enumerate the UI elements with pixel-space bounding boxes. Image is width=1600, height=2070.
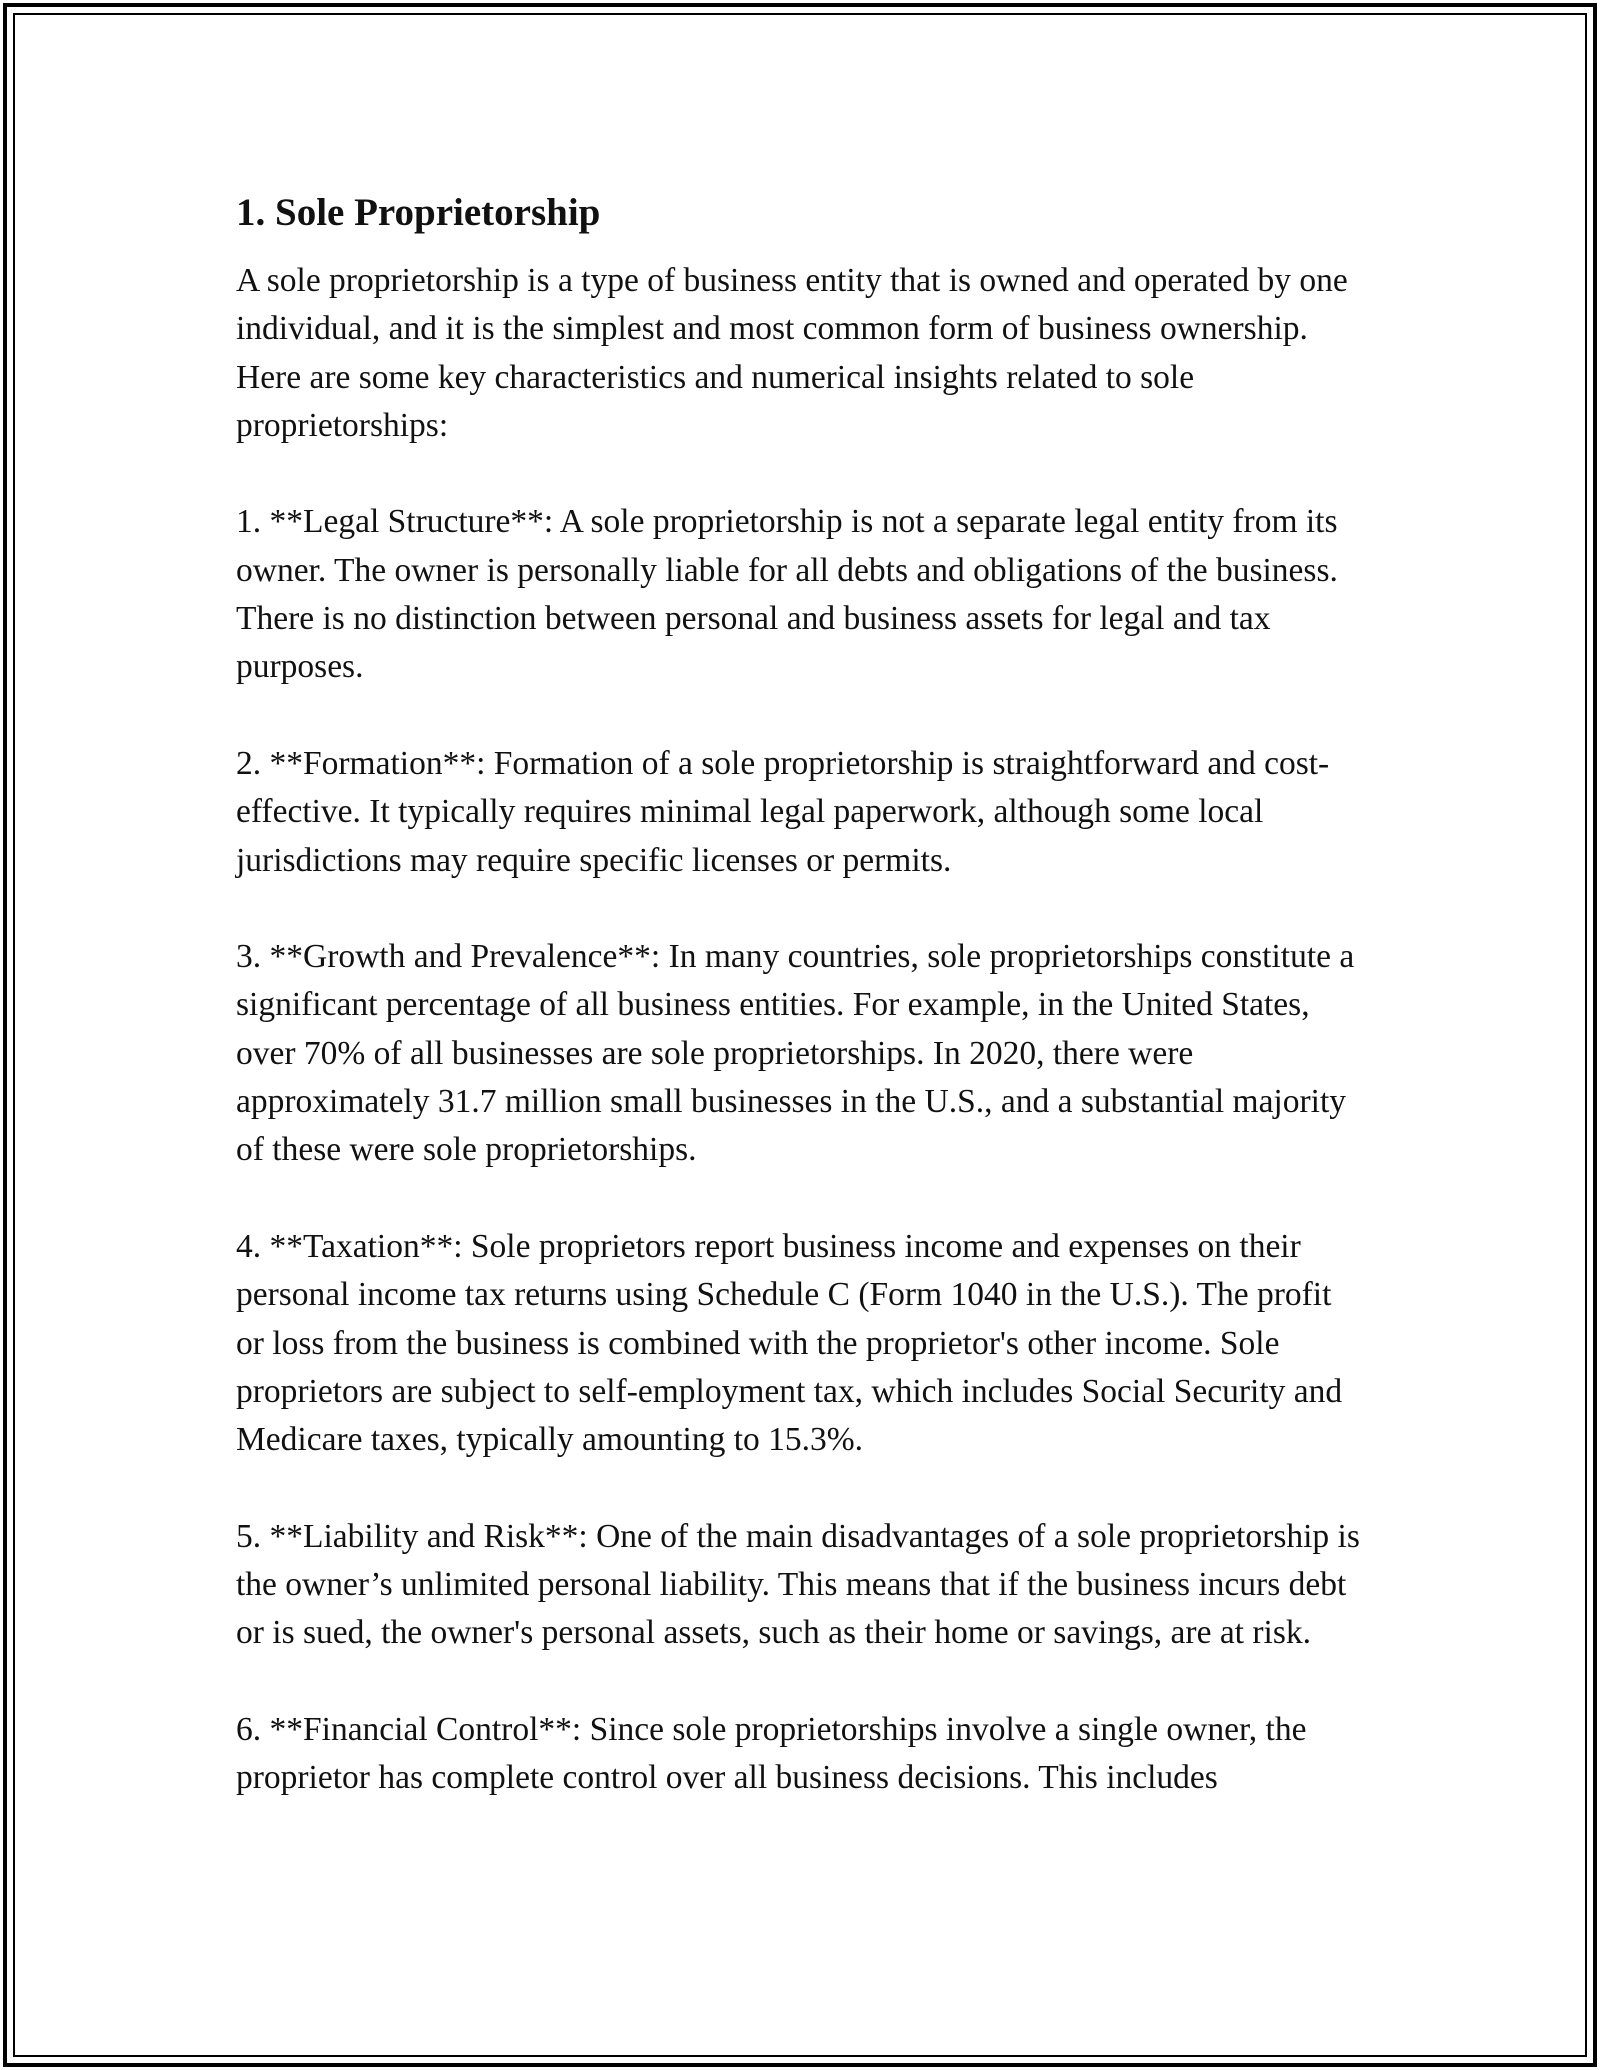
liability-risk-paragraph: 5. **Liability and Risk**: One of the main disadvantages of a sole proprietorship is the owner’s unlimited personal liability. This means that if the business incurs debt or is sued, the owner's personal assets, such as their home or savings, are at risk.: [236, 1517, 1360, 1652]
growth-prevalence-paragraph: 3. **Growth and Prevalence**: In many countries, sole proprietorships constitute a significant percentage of all business entities. For example, in the United States, over 70% of all businesses are sole proprietorships. In 2020, there were approximately 31.7 million small businesses in the U.S., and a substantial majority of these were sole proprietorships.: [236, 938, 1355, 1169]
document-title: 1. Sole Proprietorship: [236, 191, 601, 234]
document-body: [236, 186, 1366, 1851]
taxation-paragraph: 4. **Taxation**: Sole proprietors report business income and expenses on their personal income tax returns using Schedule C (Form 1040 in the U.S.). The profit or loss from the business is combined with the proprietor's other income. Sole proprietors are subject to self-employment tax, which includes Social Security and Medicare taxes, typically amounting to 15.3%.: [236, 1227, 1343, 1459]
intro-paragraph: A sole proprietorship is a type of business entity that is owned and operated by one individual, and it is the simplest and most common form of business ownership. Here are some key characteristics and numerical insights related to sole proprietorships:: [236, 262, 1348, 444]
formation-paragraph: 2. **Formation**: Formation of a sole proprietorship is straightforward and cost-effective. It typically requires minimal legal paperwork, although some local jurisdictions may require specific licenses or permits.: [236, 744, 1330, 879]
financial-control-paragraph: 6. **Financial Control**: Since sole proprietorships involve a single owner, the proprietor has complete control over all business decisions. This includes: [236, 1710, 1307, 1797]
legal-structure-paragraph: 1. **Legal Structure**: A sole proprietorship is not a separate legal entity from its owner. The owner is personally liable for all debts and obligations of the business. There is no distinction between personal and business assets for legal and tax purposes.: [236, 503, 1338, 686]
